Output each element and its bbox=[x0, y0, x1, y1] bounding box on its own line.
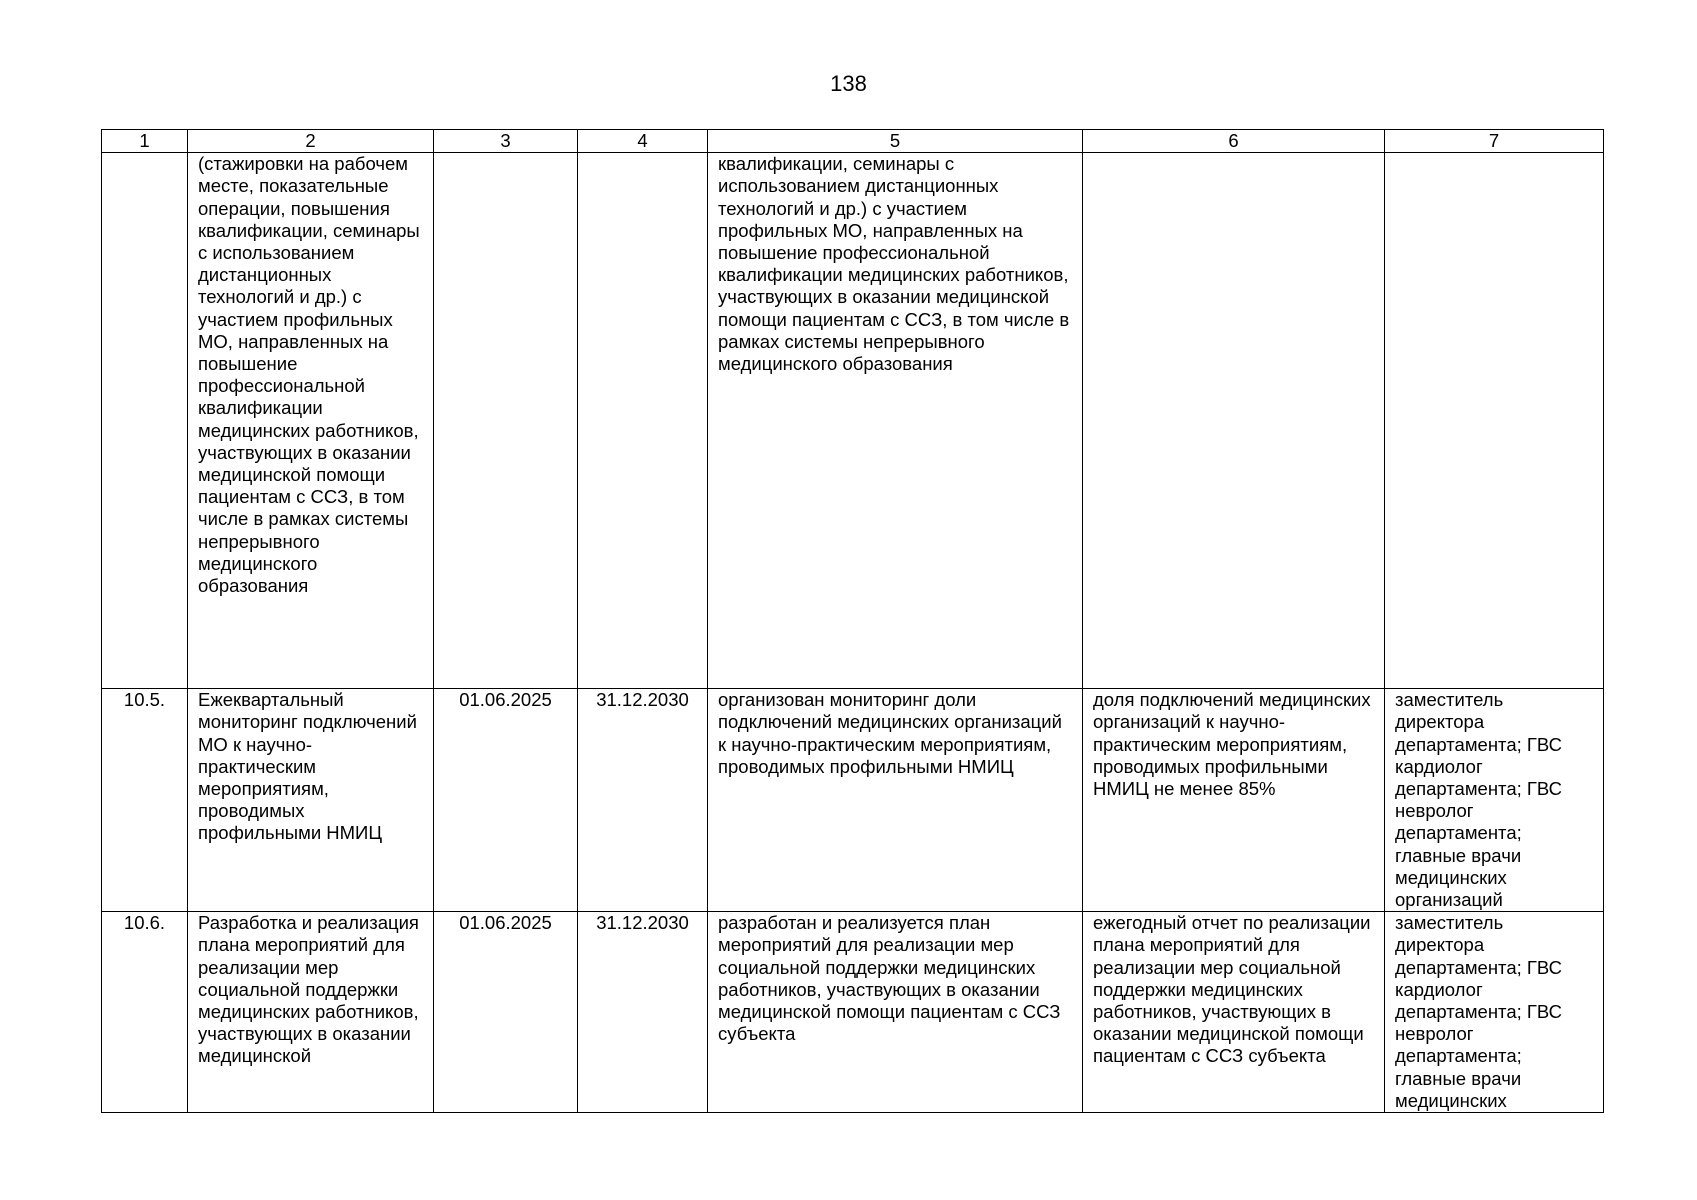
result-cell: разработан и реализуется план мероприятий для реализации мер социальной поддержки медицинских работников, участвующих в оказании медицинской помощи пациентам с ССЗ субъекта bbox=[708, 912, 1083, 1113]
activity-cell: (стажировки на рабочем месте, показательные операции, повышения квалификации, семинары с использованием дистанционных технологий и др.) с участием профильных МО, направленных на повышение профессиональной квалификации медицинских работников, участвующих в оказании медицинской помощи пациентам с ССЗ, в том числе в рамках системы непрерывного медицинского образования bbox=[188, 153, 434, 689]
end-date-cell: 31.12.2030 bbox=[578, 689, 708, 912]
result-cell: организован мониторинг доли подключений медицинских организаций к научно-практическим мероприятиям, проводимых профильными НМИЦ bbox=[708, 689, 1083, 912]
column-header: 1 bbox=[102, 130, 188, 153]
table-row bbox=[102, 912, 1604, 1113]
start-date-cell: 01.06.2025 bbox=[434, 689, 578, 912]
start-date-cell: 01.06.2025 bbox=[434, 912, 578, 1113]
activity-cell: Разработка и реализация плана мероприятий для реализации мер социальной поддержки медицинских работников, участвующих в оказании медицинской bbox=[188, 912, 434, 1113]
table-row bbox=[102, 153, 1604, 689]
item-number-cell: 10.5. bbox=[102, 689, 188, 912]
end-date-cell bbox=[578, 153, 708, 689]
responsible-cell: заместитель директора департамента; ГВС кардиолог департамента; ГВС невролог департамента; главные врачи медицинских организаций bbox=[1385, 689, 1604, 912]
page-number: 138 bbox=[830, 71, 867, 96]
table-row bbox=[102, 689, 1604, 912]
indicator-cell bbox=[1083, 153, 1385, 689]
column-header: 4 bbox=[578, 130, 708, 153]
indicator-cell: доля подключений медицинских организаций к научно-практическим мероприятиям, проводимых профильными НМИЦ не менее 85% bbox=[1083, 689, 1385, 912]
indicator-cell: ежегодный отчет по реализации плана мероприятий для реализации мер социальной поддержки медицинских работников, участвующих в оказании медицинской помощи пациентам с ССЗ субъекта bbox=[1083, 912, 1385, 1113]
result-cell: квалификации, семинары с использованием дистанционных технологий и др.) с участием профильных МО, направленных на повышение профессиональной квалификации медицинских работников, участвующих в оказании медицинской помощи пациентам с ССЗ, в том числе в рамках системы непрерывного медицинского образования bbox=[708, 153, 1083, 689]
column-header: 5 bbox=[708, 130, 1083, 153]
responsible-cell: заместитель директора департамента; ГВС кардиолог департамента; ГВС невролог департамента; главные врачи медицинских bbox=[1385, 912, 1604, 1113]
header-row bbox=[102, 130, 1604, 153]
column-header: 7 bbox=[1385, 130, 1604, 153]
column-header: 6 bbox=[1083, 130, 1385, 153]
column-header: 2 bbox=[188, 130, 434, 153]
activity-cell: Ежеквартальный мониторинг подключений МО к научно-практическим мероприятиям, проводимых профильными НМИЦ bbox=[188, 689, 434, 912]
column-header: 3 bbox=[434, 130, 578, 153]
end-date-cell: 31.12.2030 bbox=[578, 912, 708, 1113]
item-number-cell bbox=[102, 153, 188, 689]
item-number-cell: 10.6. bbox=[102, 912, 188, 1113]
start-date-cell bbox=[434, 153, 578, 689]
responsible-cell bbox=[1385, 153, 1604, 689]
plan-table bbox=[101, 129, 1604, 1113]
